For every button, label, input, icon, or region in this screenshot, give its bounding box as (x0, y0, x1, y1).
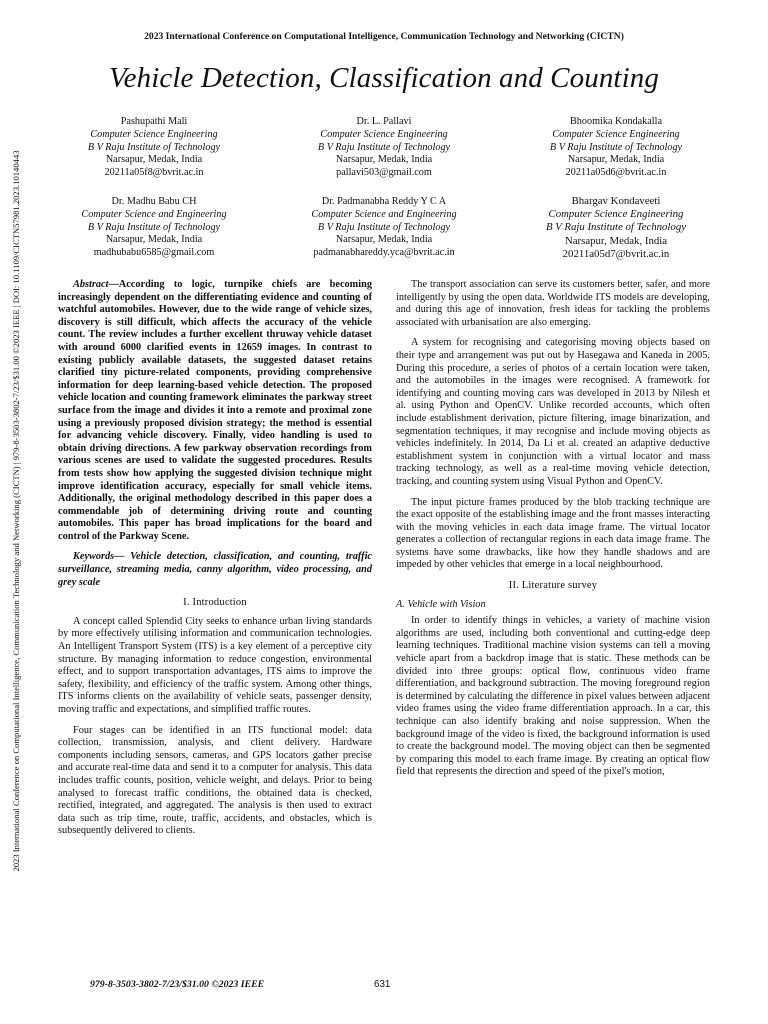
right-column (396, 279, 710, 787)
author-email[interactable]: 20211a05f8@bvrit.ac.in (104, 167, 204, 179)
author-email[interactable]: 20211a05d7@bvrit.ac.in (562, 247, 670, 260)
author-email[interactable]: 20211a05d6@bvrit.ac.in (565, 167, 667, 179)
section-heading-introduction: I. Introduction (183, 597, 247, 609)
author-name: Dr. L. Pallavi (356, 116, 412, 127)
body-paragraph: Four stages can be identified in an ITS functional model: data collection, transmission, analysis, and client delivery. Hardware components including sensors, cameras, and GPS locators gather precise and accurate real-time data and send it to a computer for analysis. This data includes traffic counts, position, vehicle weight, and delays. Prior to being analysed to forecast traffic conditions, the obtained data is checked, rectified, integrated, and aggregated. The analysis is then used to extract data such as trip time, route, traffic, accidents, and obstacles, which is subsequently delivered to clients. (58, 724, 372, 837)
author-block (38, 196, 270, 260)
author-block (500, 195, 732, 261)
author-inst: B V Raju Institute of Technology (549, 141, 683, 153)
author-loc: Narsapur, Medak, India (105, 154, 203, 166)
author-block (268, 196, 500, 260)
abstract-text: —According to logic, turnpike chiefs are becoming increasingly dependent on the differentiating evidence and counting of watchful automobiles. However, due to the wide range of vehicle sizes, discovery is still difficult, which affects the accuracy of the vehicle count. The review includes a further excellent thruway vehicle dataset with around 6000 clarified events in 12659 images. In contrast to existing publicly available datasets, the suggested dataset retains clarified tiny picture-related components, providing comprehensive information for deep learning-based vehicle detection. The proposed vehicle location and counting framework eliminates the parkway street surface from the image and divides it into a remote and proximal zone using a previously proposed division strategy; the method is essential for advancing vehicle discovery. Finally, video handling is used to obtain driving directions. A few parkway observation recordings from various scenes are used to validate the suggested procedures. Results from tests show how applying the suggested division technique might improve identification accuracy, especially for small vehicle items. Additionally, the original methodology described in this paper does a commendable job of determining driving route and counting automobiles. This paper has broad implications for the board and control of the Parkway Scene. (58, 279, 372, 542)
abstract (58, 279, 372, 543)
author-name: Dr. Madhu Babu CH (111, 196, 197, 207)
author-name: Pashupathi Mali (120, 116, 188, 127)
paper-title: Vehicle Detection, Classification and Counting (109, 62, 659, 94)
author-email[interactable]: madhubabu6585@gmail.com (93, 247, 215, 259)
body-paragraph: The input picture frames produced by the blob tracking technique are the exact opposite of the establishing image and the front masses interacting with the moving vehicles in each data image frame. The virtual locator generates a collection of rectangular regions in each data image frame. The systems have some drawbacks, like how they handle shadows and are impeded by other vehicles that emerge in a local neighbourhood. (396, 496, 710, 571)
page-number: 631 (374, 979, 391, 990)
doi-sidebar-text: 2023 International Conference on Computational Intelligence, Communication Technology and Networking (CICTN) | 979-8-3503-3802-7/23/$31.00 ©2023 IEEE | DOI: 10.1109/CICTN57981.2023.10140443 (11, 150, 21, 872)
author-email[interactable]: pallavi503@gmail.com (336, 167, 432, 179)
keywords: Keywords— Vehicle detection, classification, and counting, traffic surveillance, streaming media, canny algorithm, video processing, and grey scale (58, 551, 372, 588)
author-dept: Computer Science Engineering (548, 208, 684, 221)
author-inst: B V Raju Institute of Technology (317, 221, 451, 233)
left-column (58, 279, 372, 846)
abstract-label: Abstract (73, 279, 109, 290)
author-name: Dr. Padmanabha Reddy Y C A (321, 196, 447, 207)
author-block (38, 116, 270, 180)
author-dept: Computer Science Engineering (90, 128, 218, 140)
author-loc: Narsapur, Medak, India (335, 154, 433, 166)
author-loc: Narsapur, Medak, India (567, 154, 665, 166)
author-dept: Computer Science and Engineering (81, 208, 227, 220)
author-inst: B V Raju Institute of Technology (545, 221, 687, 234)
author-inst: B V Raju Institute of Technology (317, 141, 451, 153)
author-dept: Computer Science and Engineering (311, 208, 457, 220)
author-loc: Narsapur, Medak, India (564, 234, 668, 247)
author-block (500, 116, 732, 180)
body-paragraph: A system for recognising and categorising moving objects based on their type and arrangement was put out by Hasegawa and Kaneda in 2005. During this procedure, a series of photos of a certain location were taken, and the automobiles in the images were recognised. A framework for identifying and counting moving cars was developed in 2013 by Nilesh et al. using Python and OpenCV. Unlike recorded accounts, which often include establishment derivation, picture filtering, image binarization, and segmentation techniques, it may recognise and include moving objects as vehicles indefinitely. In 2014, Da Li et al. created an adaptive deductive establishment system in conjunction with a virtual locator and mass tracking technology, as well as a real-time moving vehicle detection, tracking, and counting system using Visual Python and OpenCV. (396, 337, 710, 487)
body-paragraph: The transport association can serve its customers better, safer, and more intelligently by using the open data. Worldwide ITS models are developing, and during this age of innovation, fresh ideas for tackling the problems associated with urbanisation are also emerging. (396, 279, 710, 328)
author-block (268, 116, 500, 180)
author-dept: Computer Science Engineering (552, 128, 680, 140)
author-loc: Narsapur, Medak, India (105, 234, 203, 246)
copyright-footer: 979-8-3503-3802-7/23/$31.00 ©2023 IEEE (90, 979, 265, 990)
author-loc: Narsapur, Medak, India (335, 234, 433, 246)
doi-sidebar (9, 102, 23, 920)
body-paragraph: In order to identify things in vehicles, a variety of machine vision algorithms are used, including both conventional and cutting-edge deep learning techniques. Traditional machine vision systems can tell a moving vehicle apart from a backdrop image that is static. These methods can be divided into three groups: optical flow, continuous video frame differentiation, and background subtraction. The moving foreground region is determined by calculating the difference in pixel values between adjacent video frames using the video frame differentiation approach. In a car, this technique can also identify braking and noise suppression. When the background image of the video is fixed, the background information is used to create the background model. The moving object can then be segmented by comparing this model to each frame image. By creating an optical flow field that represents the direction and speed of the pixel's motion, (396, 615, 710, 778)
section-heading-literature-survey: II. Literature survey (508, 580, 598, 592)
author-inst: B V Raju Institute of Technology (87, 141, 221, 153)
author-name: Bhargav Kondaveeti (571, 195, 661, 207)
author-email[interactable]: padmanabhareddy.yca@bvrit.ac.in (313, 247, 455, 259)
author-inst: B V Raju Institute of Technology (87, 221, 221, 233)
author-name: Bhoomika Kondakalla (570, 116, 662, 127)
conference-header: 2023 International Conference on Computational Intelligence, Communication Technology and Networking (CICTN) (144, 31, 624, 42)
subsection-heading-vehicle-with-vision: A. Vehicle with Vision (396, 598, 486, 610)
body-paragraph: A concept called Splendid City seeks to enhance urban living standards by more effectively utilising information and communication technologies. An Intelligent Transport System (ITS) is a key element of a perceptive city structure. By managing information to reduce congestion, environmental effect, and to support transportation advantages, ITS aims to improve the safety, flexibility, and efficiency of the traffic system. Among other things, ITS informs clients on the availability of vehicle seats, passenger density, moving traffic and expectations, and simplified traffic routes. (58, 615, 372, 715)
author-dept: Computer Science Engineering (320, 128, 448, 140)
